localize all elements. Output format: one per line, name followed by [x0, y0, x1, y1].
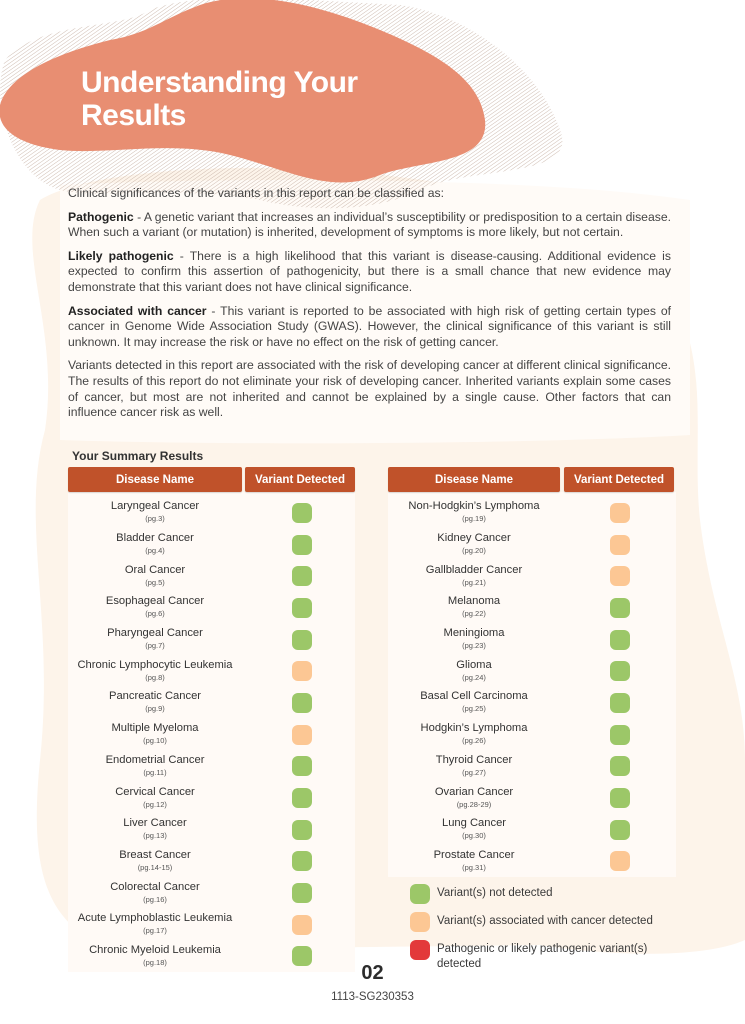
variant-cell [560, 693, 673, 713]
column-header-variant-detected: Variant Detected [564, 467, 674, 492]
table-row [388, 529, 676, 561]
legend-item-associated [410, 912, 677, 932]
page-number: 02 [361, 962, 384, 984]
table-row [388, 719, 676, 751]
page-title [81, 66, 358, 132]
disease-cell [68, 723, 242, 746]
variant-cell [560, 661, 673, 681]
page-reference: (pg.9) [145, 704, 165, 714]
legend-label: Pathogenic or likely pathogenic variant(s) detected [437, 943, 648, 970]
table-row [388, 687, 676, 719]
disease-cell [388, 660, 560, 683]
legend-label: Variant(s) not detected [437, 887, 553, 899]
disease-name: Meningioma [443, 627, 505, 640]
page-reference: (pg.28-29) [456, 799, 492, 809]
disease-name: Endometrial Cancer [105, 753, 205, 766]
variant-cell [242, 725, 355, 745]
table-row [388, 814, 676, 846]
table-row [388, 782, 676, 814]
variant-cell [242, 851, 355, 871]
status-indicator-icon [292, 851, 312, 871]
status-indicator-icon [610, 598, 630, 618]
status-indicator-icon [610, 661, 630, 681]
definition-associated-with-cancer [68, 304, 671, 351]
disease-cell [388, 787, 560, 810]
disease-cell [388, 691, 560, 714]
page-reference: (pg.11) [143, 767, 167, 777]
table-row [68, 497, 355, 529]
table-header [388, 467, 676, 492]
definition-text: - There is a high likelihood that this variant is disease-causing. Additional evidence is expected to confirm this assertion of pathogenicity, but there is a small chance that new evidence may demonstrate that this variant does not have clinical significance. [68, 248, 671, 294]
intro-lead: Clinical significances of the variants in this report can be classified as: [68, 186, 444, 200]
disease-cell [68, 565, 242, 588]
variant-cell [560, 598, 673, 618]
variant-cell [560, 851, 673, 871]
disease-name: Gallbladder Cancer [425, 563, 523, 576]
table-row [68, 877, 355, 909]
status-pathogenic-icon [410, 940, 430, 960]
disease-name: Acute Lymphoblastic Leukemia [77, 912, 233, 925]
status-indicator-icon [292, 661, 312, 681]
disease-cell [388, 850, 560, 873]
variant-cell [560, 566, 673, 586]
disease-name: Multiple Myeloma [111, 722, 199, 735]
page-reference: (pg.25) [462, 704, 486, 714]
disease-name: Colorectal Cancer [110, 880, 200, 893]
page-reference: (pg.12) [143, 799, 167, 809]
column-header-variant-detected: Variant Detected [245, 467, 355, 492]
summary-title: Your Summary Results [72, 449, 204, 463]
page-reference: (pg.26) [462, 736, 486, 746]
page-reference: (pg.19) [462, 514, 486, 524]
disease-cell [68, 850, 242, 873]
status-indicator-icon [292, 630, 312, 650]
variant-cell [560, 820, 673, 840]
column-header-disease-name: Disease Name [388, 467, 560, 492]
disease-cell [388, 755, 560, 778]
page-title-line-1: Understanding Your [81, 66, 358, 99]
status-indicator-icon [292, 820, 312, 840]
status-indicator-icon [610, 756, 630, 776]
table-row [68, 655, 355, 687]
table-body [68, 492, 355, 972]
table-row [68, 687, 355, 719]
variant-cell [242, 566, 355, 586]
disease-name: Ovarian Cancer [434, 785, 514, 798]
status-indicator-icon [292, 788, 312, 808]
intro-section [68, 186, 671, 429]
table-row [388, 846, 676, 878]
definition-term: Pathogenic [68, 209, 134, 224]
table-row [68, 719, 355, 751]
disease-name: Basal Cell Carcinoma [420, 690, 528, 703]
table-row [68, 782, 355, 814]
page-reference: (pg.14-15) [137, 862, 173, 872]
status-indicator-icon [610, 630, 630, 650]
definition-term: Associated with cancer [68, 303, 207, 318]
disease-name: Kidney Cancer [437, 532, 511, 545]
table-row [68, 846, 355, 878]
page-reference: (pg.27) [462, 767, 486, 777]
variant-cell [560, 503, 673, 523]
status-indicator-icon [292, 756, 312, 776]
variant-cell [560, 725, 673, 745]
variant-cell [242, 820, 355, 840]
disease-cell [68, 533, 242, 556]
definition-text: - This variant is reported to be associated with high risk of getting certain types of cancer in Genome Wide Association Study (GWAS). However, the clinical significance of this variant is still unknown. It may increase the risk or have no effect on the risk of getting cancer. [68, 303, 671, 349]
page-reference: (pg.24) [462, 672, 486, 682]
variant-cell [560, 535, 673, 555]
status-not-detected-icon [410, 884, 430, 904]
status-indicator-icon [610, 693, 630, 713]
disease-cell [68, 691, 242, 714]
page-reference: (pg.23) [462, 641, 486, 651]
status-indicator-icon [292, 883, 312, 903]
status-indicator-icon [610, 851, 630, 871]
table-row [68, 560, 355, 592]
document-id: 1113-SG230353 [331, 991, 414, 1003]
definition-pathogenic [68, 210, 671, 241]
table-row [388, 751, 676, 783]
table-row [68, 751, 355, 783]
page-reference: (pg.4) [145, 546, 165, 556]
disease-name: Laryngeal Cancer [110, 500, 200, 513]
page-reference: (pg.7) [145, 641, 165, 651]
status-indicator-icon [610, 820, 630, 840]
disease-cell [388, 596, 560, 619]
variant-cell [560, 788, 673, 808]
status-indicator-icon [292, 503, 312, 523]
disease-name: Chronic Myeloid Leukemia [89, 943, 221, 956]
page-reference: (pg.13) [143, 831, 167, 841]
table-row [68, 814, 355, 846]
status-indicator-icon [292, 693, 312, 713]
column-header-disease-name: Disease Name [68, 467, 242, 492]
disease-cell [68, 787, 242, 810]
intro-closing: Variants detected in this report are associated with the risk of developing cancer at different clinical significance. The results of this report do not eliminate your risk of developing cancer. Inherited variants explain some cases of cancer, but most are not inherited and cannot be explained by a single cause. Other factors that can influence cancer risk as well. [68, 358, 671, 420]
variant-cell [242, 630, 355, 650]
status-indicator-icon [610, 566, 630, 586]
status-indicator-icon [292, 598, 312, 618]
variant-cell [242, 756, 355, 776]
table-row [388, 560, 676, 592]
page-reference: (pg.6) [145, 609, 165, 619]
variant-cell [242, 883, 355, 903]
disease-cell [388, 565, 560, 588]
status-indicator-icon [610, 788, 630, 808]
status-associated-icon [410, 912, 430, 932]
status-indicator-icon [292, 535, 312, 555]
disease-cell [68, 755, 242, 778]
definition-text: - A genetic variant that increases an individual’s susceptibility or predisposition to a certain disease. When such a variant (or mutation) is inherited, development of symptoms is more likely, but not certain. [68, 209, 671, 240]
disease-cell [68, 596, 242, 619]
status-indicator-icon [292, 566, 312, 586]
variant-cell [242, 535, 355, 555]
disease-cell [68, 882, 242, 905]
disease-cell [68, 660, 242, 683]
page-reference: (pg.8) [145, 672, 165, 682]
table-row [388, 592, 676, 624]
status-indicator-icon [610, 503, 630, 523]
page-reference: (pg.5) [145, 577, 165, 587]
summary-table-left [68, 467, 355, 972]
disease-name: Pharyngeal Cancer [107, 627, 203, 640]
status-indicator-icon [292, 725, 312, 745]
variant-cell [242, 915, 355, 935]
disease-cell [388, 533, 560, 556]
disease-cell [68, 913, 242, 936]
disease-name: Chronic Lymphocytic Leukemia [77, 658, 233, 671]
variant-cell [560, 756, 673, 776]
table-row [388, 624, 676, 656]
disease-name: Lung Cancer [441, 817, 507, 830]
disease-cell [388, 818, 560, 841]
disease-name: Non-Hodgkin’s Lymphoma [408, 500, 540, 513]
table-row [68, 624, 355, 656]
legend-label: Variant(s) associated with cancer detected [437, 915, 653, 927]
page-reference: (pg.21) [462, 577, 486, 587]
table-row [68, 529, 355, 561]
disease-name: Glioma [456, 658, 492, 671]
table-body [388, 492, 676, 877]
page-reference: (pg.17) [143, 926, 167, 936]
disease-name: Prostate Cancer [433, 848, 515, 861]
page-reference: (pg.31) [462, 862, 486, 872]
page-reference: (pg.22) [462, 609, 486, 619]
table-row [68, 592, 355, 624]
disease-name: Breast Cancer [119, 848, 191, 861]
page-reference: (pg.3) [145, 514, 165, 524]
summary-table-right [388, 467, 676, 877]
disease-name: Oral Cancer [124, 563, 186, 576]
variant-cell [242, 788, 355, 808]
variant-cell [242, 503, 355, 523]
disease-name: Pancreatic Cancer [108, 690, 202, 703]
variant-cell [560, 630, 673, 650]
disease-cell [388, 723, 560, 746]
variant-cell [242, 661, 355, 681]
disease-name: Esophageal Cancer [105, 595, 205, 608]
status-indicator-icon [610, 725, 630, 745]
disease-name: Liver Cancer [123, 817, 187, 830]
disease-name: Thyroid Cancer [435, 753, 513, 766]
page-title-line-2: Results [81, 99, 186, 132]
variant-cell [242, 598, 355, 618]
legend-item-not-detected [410, 884, 677, 904]
page-reference: (pg.18) [143, 957, 167, 967]
disease-name: Bladder Cancer [116, 532, 194, 545]
disease-name: Hodgkin’s Lymphoma [420, 722, 528, 735]
definition-likely-pathogenic [68, 249, 671, 296]
status-indicator-icon [610, 535, 630, 555]
definition-term: Likely pathogenic [68, 248, 174, 263]
disease-name: Melanoma [447, 595, 501, 608]
table-row [68, 909, 355, 941]
disease-cell [388, 628, 560, 651]
status-indicator-icon [292, 915, 312, 935]
page-reference: (pg.10) [143, 736, 167, 746]
disease-cell [68, 501, 242, 524]
table-header [68, 467, 355, 492]
disease-cell [68, 818, 242, 841]
page-reference: (pg.20) [462, 546, 486, 556]
table-row [388, 655, 676, 687]
disease-cell [68, 628, 242, 651]
disease-cell [388, 501, 560, 524]
disease-name: Cervical Cancer [115, 785, 195, 798]
table-row [388, 497, 676, 529]
page-reference: (pg.30) [462, 831, 486, 841]
page-reference: (pg.16) [143, 894, 167, 904]
variant-cell [242, 693, 355, 713]
